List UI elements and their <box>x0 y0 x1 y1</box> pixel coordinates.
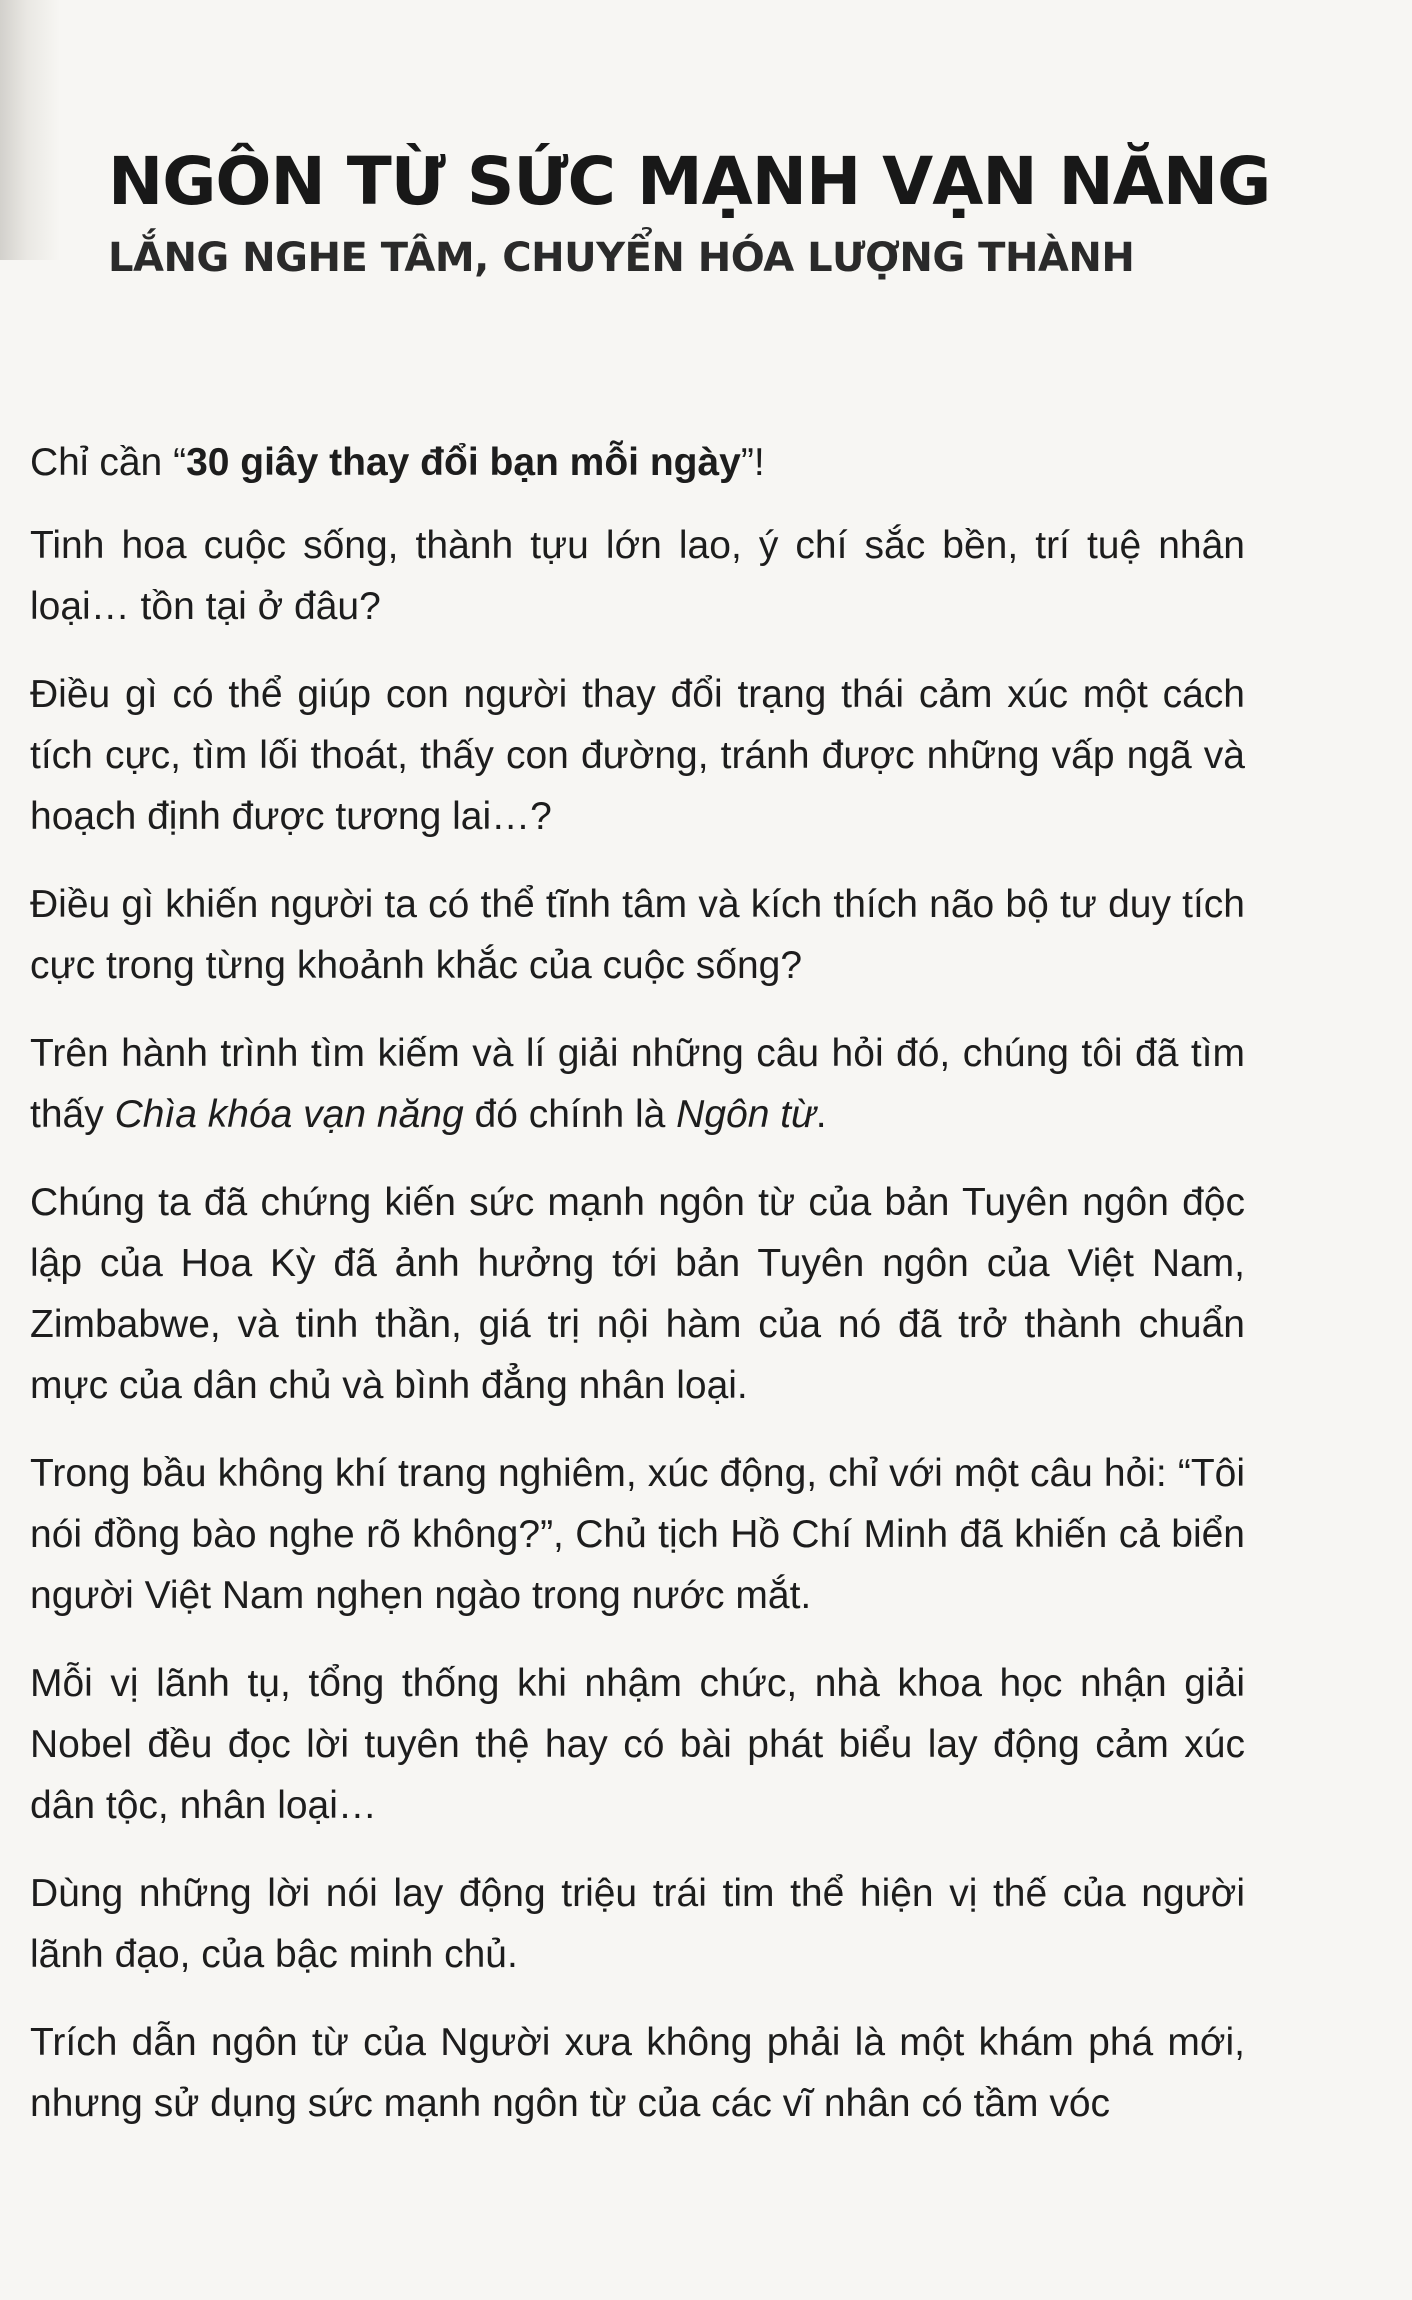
page-title: NGÔN TỪ SỨC MẠNH VẠN NĂNG <box>108 143 1271 220</box>
page-header <box>108 140 1308 286</box>
page-subtitle: LẮNG NGHE TÂM, CHUYỂN HÓA LƯỢNG THÀNH <box>108 235 1135 281</box>
intro-bold-phrase: 30 giây thay đổi bạn mỗi ngày <box>186 441 741 484</box>
intro-paragraph <box>30 432 1245 493</box>
key-italic-key: Chìa khóa vạn năng <box>114 1093 464 1136</box>
paragraph-3: Điều gì khiến người ta có thể tĩnh tâm và kích thích não bộ tư duy tích cực trong từng khoảnh khắc của cuộc sống? <box>30 883 1245 987</box>
paragraph-8: Dùng những lời nói lay động triệu trái tim thể hiện vị thế của người lãnh đạo, của bậc minh chủ. <box>30 1872 1245 1976</box>
intro-suffix: ”! <box>740 441 765 484</box>
body-text <box>30 432 1245 2161</box>
paragraph-5: Chúng ta đã chứng kiến sức mạnh ngôn từ của bản Tuyên ngôn độc lập của Hoa Kỳ đã ảnh hưởng tới bản Tuyên ngôn của Việt Nam, Zimbabwe, và tinh thần, giá trị nội hàm của nó đã trở thành chuẩn mực của dân chủ và bình đẳng nhân loại. <box>30 1181 1245 1407</box>
key-italic-word: Ngôn từ <box>676 1093 816 1136</box>
page-edge-shadow <box>0 0 60 260</box>
key-text-after: . <box>815 1093 827 1136</box>
key-paragraph <box>30 1023 1245 1145</box>
paragraph-6: Trong bầu không khí trang nghiêm, xúc động, chỉ với một câu hỏi: “Tôi nói đồng bào nghe rõ không?”, Chủ tịch Hồ Chí Minh đã khiến cả biển người Việt Nam nghẹn ngào trong nước mắt. <box>30 1452 1245 1617</box>
intro-prefix: Chỉ cần “ <box>30 441 187 484</box>
paragraph-2: Điều gì có thể giúp con người thay đổi trạng thái cảm xúc một cách tích cực, tìm lối thoát, thấy con đường, tránh được những vấp ngã và hoạch định được tương lai…? <box>30 673 1245 838</box>
paragraph-9: Trích dẫn ngôn từ của Người xưa không phải là một khám phá mới, nhưng sử dụng sức mạnh ngôn từ của các vĩ nhân có tầm vóc <box>30 2021 1245 2125</box>
paragraph-1: Tinh hoa cuộc sống, thành tựu lớn lao, ý chí sắc bền, trí tuệ nhân loại… tồn tại ở đâu? <box>30 524 1245 628</box>
paragraph-7: Mỗi vị lãnh tụ, tổng thống khi nhậm chức, nhà khoa học nhận giải Nobel đều đọc lời tuyên thệ hay có bài phát biểu lay động cảm xúc dân tộc, nhân loại… <box>30 1662 1245 1827</box>
key-text-middle: đó chính là <box>463 1093 677 1136</box>
key-text-before: Trên hành trình tìm kiếm và lí giải những câu hỏi đó, chúng tôi đã tìm thấy <box>30 1032 1245 1136</box>
